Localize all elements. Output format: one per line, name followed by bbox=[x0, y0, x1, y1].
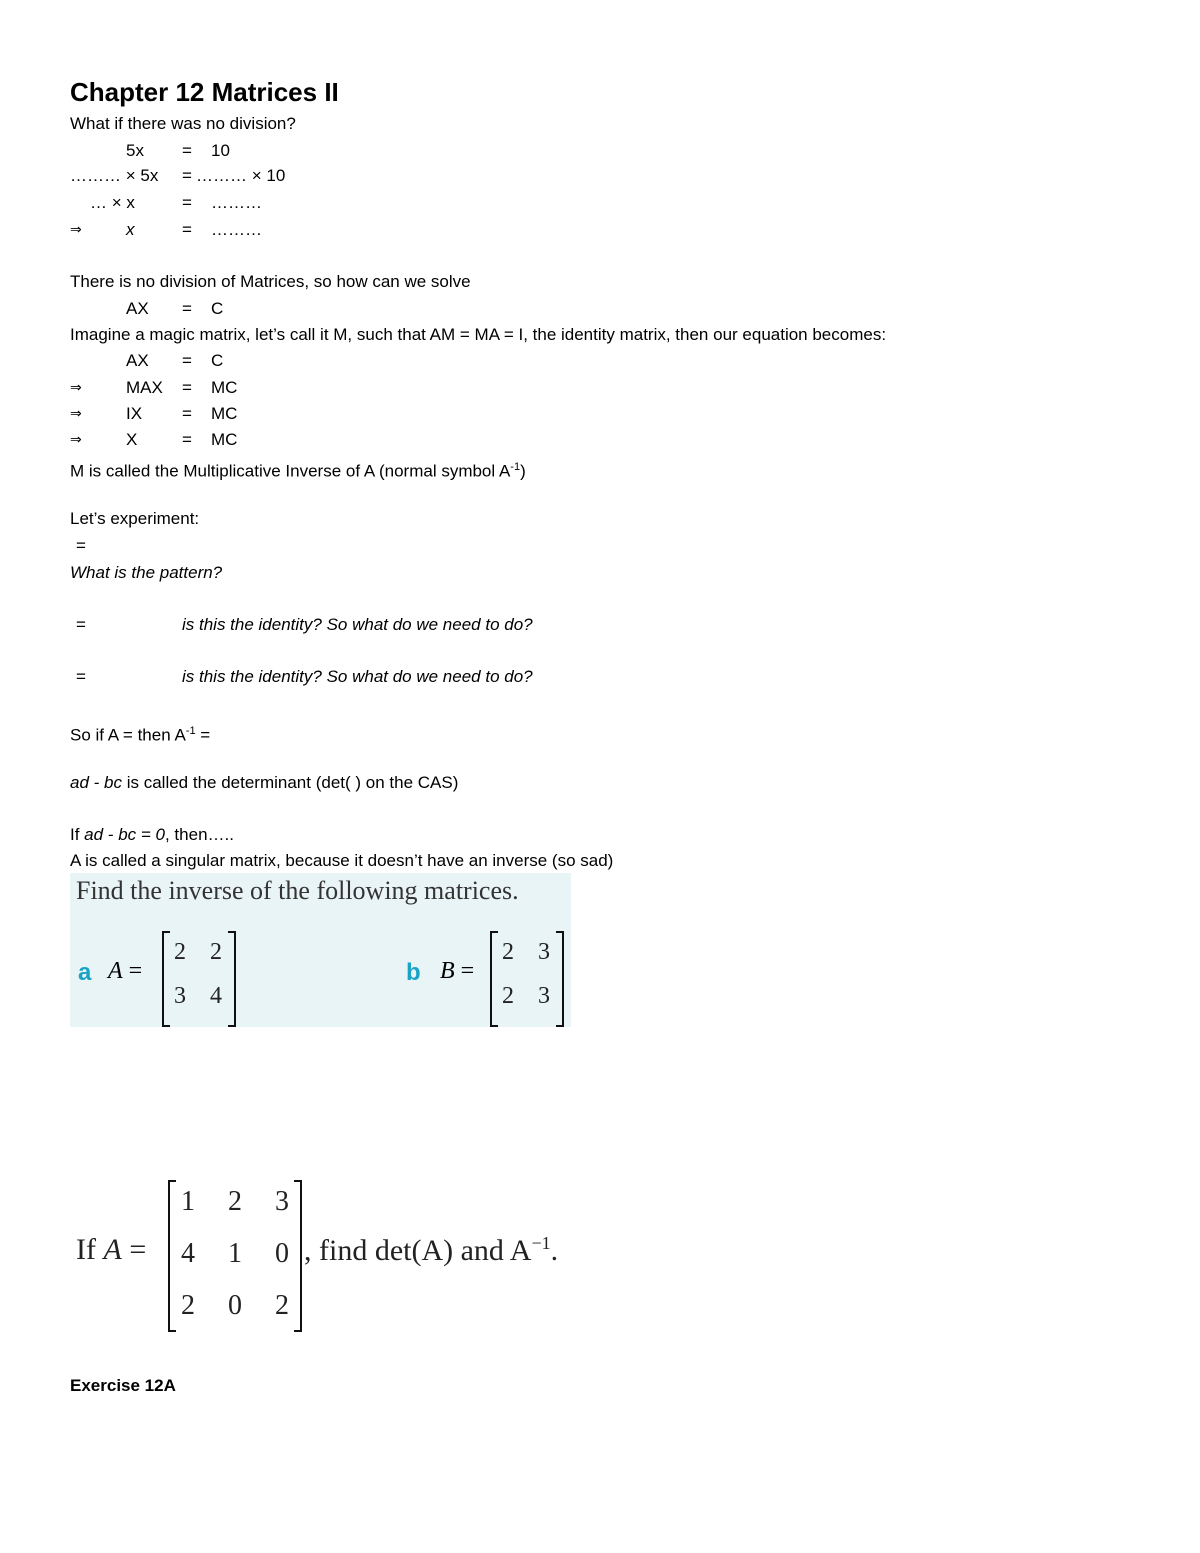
magic-matrix-text: Imagine a magic matrix, let’s call it M, such that AM = MA = I, the identity matrix, then our equation becomes: bbox=[70, 325, 887, 344]
if-label: If bbox=[70, 825, 85, 844]
matrix-cell: 0 bbox=[228, 1290, 242, 1321]
matrix-cell: 3 bbox=[538, 939, 550, 965]
pattern-question: What is the pattern? bbox=[70, 563, 223, 582]
matrix-cell: 2 bbox=[228, 1186, 242, 1217]
matrix-cell: 2 bbox=[174, 939, 186, 965]
inverse-definition bbox=[70, 457, 526, 482]
ax-eq: = bbox=[182, 299, 192, 318]
problem-prefix: If A = bbox=[76, 1233, 147, 1266]
equals-sign: = bbox=[76, 667, 86, 686]
inverse-superscript: -1 bbox=[510, 461, 521, 473]
problem-suffix-text: , find det(A) and A bbox=[304, 1234, 532, 1267]
no-division-text: There is no division of Matrices, so how can we solve bbox=[70, 272, 471, 291]
so-if-line bbox=[70, 721, 210, 746]
scalar-eq-2: = bbox=[182, 166, 192, 185]
matrix-lhs-3: IX bbox=[126, 404, 143, 423]
scalar-lhs-4: x bbox=[126, 220, 135, 239]
matrix-rhs-3: MC bbox=[211, 404, 238, 423]
matrix-lhs-4: X bbox=[126, 430, 138, 449]
matrix-cell: 3 bbox=[174, 983, 186, 1009]
left-bracket bbox=[490, 931, 498, 1027]
inverse-text: M is called the Multiplicative Inverse of A (normal symbol A bbox=[70, 461, 511, 481]
exercise-heading: Find the inverse of the following matrices. bbox=[76, 876, 519, 905]
so-if-superscript: -1 bbox=[185, 725, 196, 737]
if-expression: ad - bc = 0 bbox=[84, 825, 165, 844]
matrix-cell: 0 bbox=[275, 1238, 289, 1269]
matrix-eq-2: = bbox=[182, 378, 192, 397]
so-if-text: So if A = then A bbox=[70, 725, 186, 745]
implies-symbol: ⇒ bbox=[70, 406, 82, 422]
scalar-rhs-2: ……… × 10 bbox=[196, 166, 286, 185]
matrix-rhs-4: MC bbox=[211, 430, 238, 449]
matrix-rhs-2: MC bbox=[211, 378, 238, 397]
scalar-lhs-3: … × x bbox=[90, 193, 135, 212]
part-b-name: B = bbox=[440, 958, 475, 984]
identity-question-2: is this the identity? So what do we need to do? bbox=[182, 667, 533, 686]
matrix-cell: 2 bbox=[502, 939, 514, 965]
equals-sign: = bbox=[76, 615, 86, 634]
if-then: , then….. bbox=[164, 825, 234, 844]
matrix-cell: 2 bbox=[181, 1290, 195, 1321]
matrix-3x3 bbox=[168, 1180, 302, 1332]
singular-condition-line bbox=[70, 825, 234, 845]
matrix-cell: 1 bbox=[228, 1238, 242, 1269]
matrix-eq-3: = bbox=[182, 404, 192, 423]
left-bracket bbox=[162, 931, 170, 1027]
implies-symbol: ⇒ bbox=[70, 380, 82, 396]
identity-question-1: is this the identity? So what do we need to do? bbox=[182, 615, 533, 634]
matrix-lhs-1: AX bbox=[126, 351, 149, 370]
matrix-cell: 1 bbox=[181, 1186, 195, 1217]
exercise-box bbox=[70, 873, 571, 1027]
scalar-rhs-4: ……… bbox=[211, 220, 262, 239]
so-if-end: = bbox=[195, 725, 211, 745]
scalar-rhs-1: 10 bbox=[211, 141, 230, 160]
implies-symbol: ⇒ bbox=[70, 432, 82, 448]
matrix-eq-4: = bbox=[182, 430, 192, 449]
experiment-label: Let’s experiment: bbox=[70, 509, 200, 528]
scalar-lhs-2: ……… × 5x bbox=[70, 166, 159, 185]
ax-rhs: C bbox=[211, 299, 224, 318]
page-title: Chapter 12 Matrices II bbox=[70, 77, 339, 107]
matrix-cell: 3 bbox=[538, 983, 550, 1009]
ax-lhs: AX bbox=[126, 299, 149, 318]
problem-suffix bbox=[304, 1233, 558, 1268]
matrix-b bbox=[490, 931, 564, 1027]
matrix-cell: 2 bbox=[210, 939, 222, 965]
matrix-cell: 4 bbox=[210, 983, 222, 1009]
matrix-cell: 2 bbox=[275, 1290, 289, 1321]
problem-suffix-end: . bbox=[550, 1234, 559, 1267]
matrix-cell: 2 bbox=[502, 983, 514, 1009]
equals-sign: = bbox=[76, 536, 86, 555]
right-bracket bbox=[228, 931, 236, 1027]
problem-superscript: −1 bbox=[531, 1233, 551, 1253]
matrix-cell: 4 bbox=[181, 1238, 195, 1269]
inverse-close: ) bbox=[520, 461, 526, 481]
part-b-label: b bbox=[406, 959, 421, 986]
part-a-label: a bbox=[78, 959, 92, 986]
implies-symbol: ⇒ bbox=[70, 222, 82, 238]
scalar-lhs-1: 5x bbox=[126, 141, 144, 160]
matrix-rhs-1: C bbox=[211, 351, 224, 370]
scalar-eq-3: = bbox=[182, 193, 192, 212]
determinant-text: is called the determinant (det( ) on the CAS) bbox=[121, 773, 459, 792]
matrix-cell: 3 bbox=[275, 1186, 289, 1217]
determinant-expression: ad - bc bbox=[70, 773, 122, 792]
matrix-eq-1: = bbox=[182, 351, 192, 370]
right-bracket bbox=[556, 931, 564, 1027]
intro-question: What if there was no division? bbox=[70, 114, 296, 133]
scalar-eq-4: = bbox=[182, 220, 192, 239]
part-a-name: A = bbox=[108, 958, 143, 984]
scalar-eq-1: = bbox=[182, 141, 192, 160]
exercise-label: Exercise 12A bbox=[70, 1376, 176, 1395]
scalar-rhs-3: ……… bbox=[211, 193, 262, 212]
determinant-line bbox=[70, 773, 458, 793]
matrix-a bbox=[162, 931, 236, 1027]
singular-matrix-text: A is called a singular matrix, because it doesn’t have an inverse (so sad) bbox=[70, 851, 614, 870]
matrix-lhs-2: MAX bbox=[126, 378, 163, 397]
